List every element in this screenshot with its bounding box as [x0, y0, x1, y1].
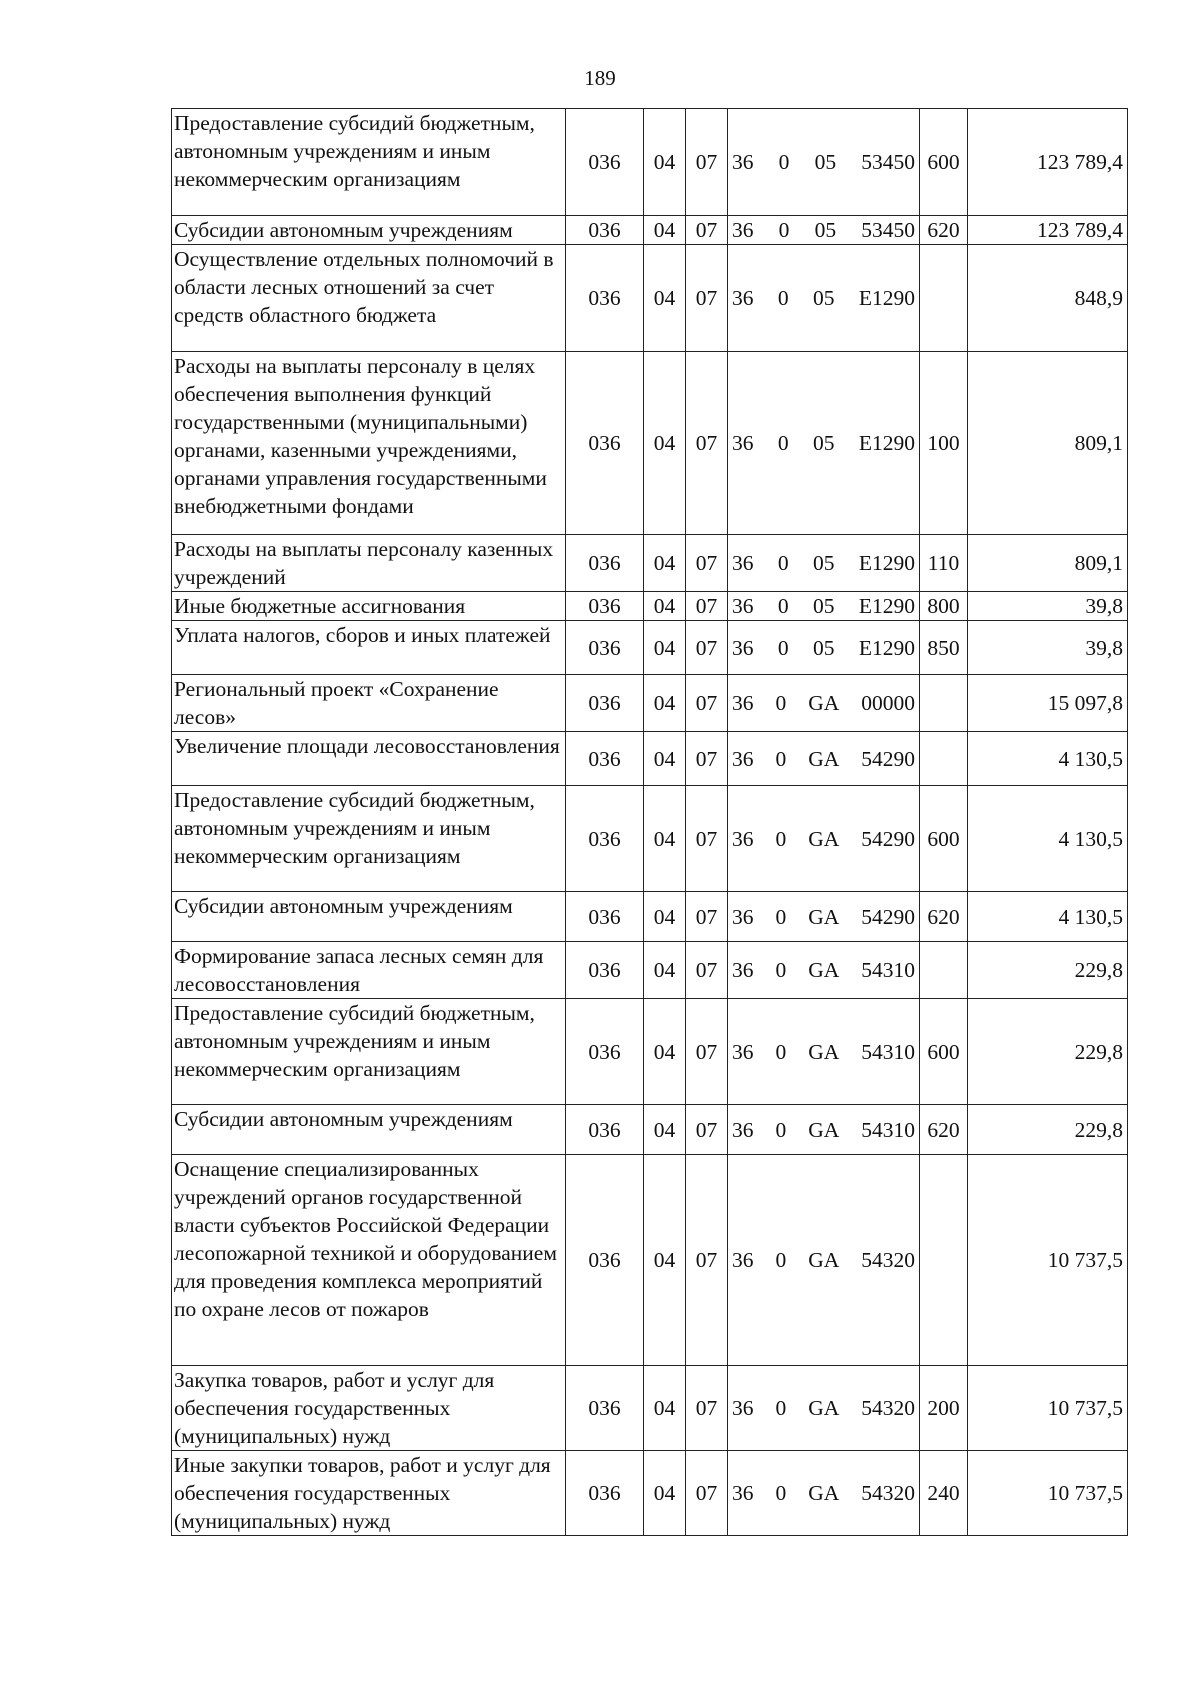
section-code: 04: [644, 621, 686, 675]
dept-code: 036: [566, 786, 644, 892]
dept-code: 036: [566, 1155, 644, 1366]
subsection-code: 07: [686, 352, 728, 535]
subsection-code: 07: [686, 675, 728, 732]
expense-type-code: 620: [920, 1105, 968, 1155]
cs-part-program: 36: [732, 1481, 754, 1505]
expense-type-code: 600: [920, 999, 968, 1105]
cs-part-program: 36: [732, 958, 754, 982]
target-article-code: [728, 732, 920, 786]
subsection-code: 07: [686, 216, 728, 245]
section-code: 04: [644, 592, 686, 621]
expense-type-code: 240: [920, 1451, 968, 1536]
section-code: 04: [644, 1451, 686, 1536]
row-name: Осуществление отдельных полномочий в области лесных отношений за счет средств областного бюджета: [172, 245, 566, 352]
cs-part-subprogram: 05: [814, 150, 837, 174]
cs-part-subprogram: 05: [812, 286, 835, 310]
amount: 229,8: [968, 942, 1128, 999]
row-name: Иные бюджетные ассигнования: [172, 592, 566, 621]
cs-part-program: 36: [732, 150, 754, 174]
expense-type-code: 850: [920, 621, 968, 675]
expense-type-code: 620: [920, 216, 968, 245]
dept-code: 036: [566, 592, 644, 621]
row-name: Предоставление субсидий бюджетным, автономным учреждениям и иным некоммерческим организациям: [172, 109, 566, 216]
subsection-code: 07: [686, 245, 728, 352]
cs-part-program: 36: [732, 1117, 754, 1142]
amount: 39,8: [968, 592, 1128, 621]
row-name: Субсидии автономным учреждениям: [172, 892, 566, 942]
expense-type-code: 110: [920, 535, 968, 592]
cs-part-direction: 54320: [861, 1481, 915, 1505]
section-code: 04: [644, 1105, 686, 1155]
cs-part-program: 36: [732, 218, 754, 242]
table-row: [172, 216, 1128, 245]
row-name: Уплата налогов, сборов и иных платежей: [172, 621, 566, 675]
cs-part-direction: 53450: [861, 150, 915, 174]
cs-part-direction: 54310: [861, 1117, 915, 1142]
dept-code: 036: [566, 1105, 644, 1155]
subsection-code: 07: [686, 1105, 728, 1155]
target-article-code: [728, 892, 920, 942]
table-row: [172, 535, 1128, 592]
amount: 123 789,4: [968, 216, 1128, 245]
dept-code: 036: [566, 999, 644, 1105]
cs-part-subprogram: GA: [808, 691, 840, 715]
table-row: [172, 1105, 1128, 1155]
table-body: [172, 109, 1128, 1536]
cs-part-direction: Е1290: [858, 594, 915, 618]
cs-part-type: 0: [775, 958, 787, 982]
target-article-code: [728, 786, 920, 892]
cs-part-direction: 54290: [861, 826, 915, 851]
table-row: [172, 109, 1128, 216]
section-code: 04: [644, 216, 686, 245]
dept-code: 036: [566, 732, 644, 786]
dept-code: 036: [566, 1366, 644, 1451]
table-row: [172, 245, 1128, 352]
section-code: 04: [644, 245, 686, 352]
cs-part-direction: 00000: [861, 691, 915, 715]
subsection-code: 07: [686, 892, 728, 942]
cs-part-type: 0: [777, 431, 789, 455]
row-name: Расходы на выплаты персоналу казенных учреждений: [172, 535, 566, 592]
cs-part-program: 36: [732, 431, 754, 455]
cs-part-direction: Е1290: [858, 635, 915, 660]
table-row: [172, 621, 1128, 675]
budget-table: [171, 108, 1128, 1536]
subsection-code: 07: [686, 535, 728, 592]
cs-part-direction: 54310: [861, 1039, 915, 1064]
section-code: 04: [644, 352, 686, 535]
cs-part-type: 0: [775, 1481, 787, 1505]
cs-part-direction: 54290: [861, 904, 915, 929]
table-row: [172, 675, 1128, 732]
cs-part-direction: Е1290: [858, 431, 915, 455]
expense-type-code: 100: [920, 352, 968, 535]
cs-part-program: 36: [732, 826, 754, 851]
section-code: 04: [644, 892, 686, 942]
dept-code: 036: [566, 892, 644, 942]
cs-part-direction: 54310: [861, 958, 915, 982]
cs-part-type: 0: [775, 826, 787, 851]
amount: 10 737,5: [968, 1366, 1128, 1451]
expense-type-code: [920, 1155, 968, 1366]
cs-part-program: 36: [732, 594, 754, 618]
target-article-code: [728, 109, 920, 216]
cs-part-direction: 54320: [861, 1248, 915, 1272]
cs-part-program: 36: [732, 904, 754, 929]
cs-part-type: 0: [775, 1039, 787, 1064]
amount: 15 097,8: [968, 675, 1128, 732]
target-article-code: [728, 245, 920, 352]
cs-part-subprogram: GA: [808, 904, 840, 929]
target-article-code: [728, 535, 920, 592]
subsection-code: 07: [686, 942, 728, 999]
subsection-code: 07: [686, 999, 728, 1105]
dept-code: 036: [566, 109, 644, 216]
expense-type-code: 620: [920, 892, 968, 942]
subsection-code: 07: [686, 621, 728, 675]
cs-part-type: 0: [777, 286, 789, 310]
expense-type-code: 600: [920, 786, 968, 892]
cs-part-subprogram: 05: [812, 431, 835, 455]
section-code: 04: [644, 999, 686, 1105]
target-article-code: [728, 216, 920, 245]
subsection-code: 07: [686, 1366, 728, 1451]
row-name: Увеличение площади лесовосстановления: [172, 732, 566, 786]
row-name: Предоставление субсидий бюджетным, автономным учреждениям и иным некоммерческим организациям: [172, 999, 566, 1105]
cs-part-subprogram: GA: [808, 1481, 840, 1505]
expense-type-code: 200: [920, 1366, 968, 1451]
table-row: [172, 892, 1128, 942]
cs-part-subprogram: GA: [808, 958, 840, 982]
row-name: Расходы на выплаты персоналу в целях обеспечения выполнения функций государственными (муниципальными) органами, казенными учреждениями, органами управления государственными внебюджетными фондами: [172, 352, 566, 535]
cs-part-type: 0: [777, 635, 789, 660]
cs-part-type: 0: [775, 1248, 787, 1272]
section-code: 04: [644, 535, 686, 592]
cs-part-program: 36: [732, 691, 754, 715]
cs-part-program: 36: [732, 286, 754, 310]
cs-part-subprogram: GA: [808, 1039, 840, 1064]
cs-part-subprogram: 05: [812, 551, 835, 575]
cs-part-type: 0: [775, 904, 787, 929]
target-article-code: [728, 1105, 920, 1155]
cs-part-type: 0: [775, 691, 787, 715]
subsection-code: 07: [686, 786, 728, 892]
cs-part-program: 36: [732, 551, 754, 575]
section-code: 04: [644, 675, 686, 732]
table-row: [172, 732, 1128, 786]
amount: 123 789,4: [968, 109, 1128, 216]
target-article-code: [728, 999, 920, 1105]
cs-part-program: 36: [732, 746, 754, 771]
subsection-code: 07: [686, 1155, 728, 1366]
cs-part-subprogram: GA: [808, 1248, 840, 1272]
table-row: [172, 942, 1128, 999]
amount: 39,8: [968, 621, 1128, 675]
expense-type-code: [920, 942, 968, 999]
dept-code: 036: [566, 1451, 644, 1536]
cs-part-subprogram: GA: [808, 1117, 840, 1142]
amount: 10 737,5: [968, 1155, 1128, 1366]
row-name: Предоставление субсидий бюджетным, автономным учреждениям и иным некоммерческим организациям: [172, 786, 566, 892]
section-code: 04: [644, 1155, 686, 1366]
cs-part-subprogram: 05: [812, 594, 835, 618]
section-code: 04: [644, 1366, 686, 1451]
subsection-code: 07: [686, 592, 728, 621]
expense-type-code: 800: [920, 592, 968, 621]
amount: 809,1: [968, 535, 1128, 592]
dept-code: 036: [566, 245, 644, 352]
row-name: Закупка товаров, работ и услуг для обеспечения государственных (муниципальных) нужд: [172, 1366, 566, 1451]
section-code: 04: [644, 732, 686, 786]
target-article-code: [728, 621, 920, 675]
cs-part-program: 36: [732, 635, 754, 660]
target-article-code: [728, 352, 920, 535]
section-code: 04: [644, 109, 686, 216]
cs-part-type: 0: [778, 150, 790, 174]
amount: 848,9: [968, 245, 1128, 352]
dept-code: 036: [566, 621, 644, 675]
row-name: Субсидии автономным учреждениям: [172, 216, 566, 245]
cs-part-program: 36: [732, 1396, 754, 1420]
cs-part-type: 0: [775, 1117, 787, 1142]
row-name: Оснащение специализированных учреждений органов государственной власти субъектов Российской Федерации лесопожарной техникой и оборудованием для проведения комплекса мероприятий по охране лесов от пожаров: [172, 1155, 566, 1366]
cs-part-direction: 54290: [861, 746, 915, 771]
table-row: [172, 1451, 1128, 1536]
subsection-code: 07: [686, 1451, 728, 1536]
amount: 229,8: [968, 999, 1128, 1105]
cs-part-direction: Е1290: [858, 551, 915, 575]
dept-code: 036: [566, 942, 644, 999]
cs-part-program: 36: [732, 1039, 754, 1064]
cs-part-type: 0: [777, 551, 789, 575]
dept-code: 036: [566, 675, 644, 732]
cs-part-type: 0: [777, 594, 789, 618]
amount: 10 737,5: [968, 1451, 1128, 1536]
cs-part-subprogram: 05: [812, 635, 835, 660]
section-code: 04: [644, 942, 686, 999]
row-name: Формирование запаса лесных семян для лесовосстановления: [172, 942, 566, 999]
cs-part-type: 0: [775, 746, 787, 771]
target-article-code: [728, 1366, 920, 1451]
cs-part-subprogram: GA: [808, 1396, 840, 1420]
table-row: [172, 1366, 1128, 1451]
dept-code: 036: [566, 352, 644, 535]
cs-part-subprogram: GA: [808, 826, 840, 851]
amount: 4 130,5: [968, 892, 1128, 942]
table-row: [172, 592, 1128, 621]
amount: 4 130,5: [968, 786, 1128, 892]
subsection-code: 07: [686, 732, 728, 786]
section-code: 04: [644, 786, 686, 892]
amount: 229,8: [968, 1105, 1128, 1155]
dept-code: 036: [566, 535, 644, 592]
cs-part-direction: 54320: [861, 1396, 915, 1420]
row-name: Субсидии автономным учреждениям: [172, 1105, 566, 1155]
dept-code: 036: [566, 216, 644, 245]
expense-type-code: [920, 675, 968, 732]
target-article-code: [728, 1155, 920, 1366]
table-row: [172, 786, 1128, 892]
row-name: Региональный проект «Сохранение лесов»: [172, 675, 566, 732]
cs-part-type: 0: [778, 218, 790, 242]
subsection-code: 07: [686, 109, 728, 216]
table-row: [172, 1155, 1128, 1366]
target-article-code: [728, 942, 920, 999]
amount: 4 130,5: [968, 732, 1128, 786]
cs-part-type: 0: [775, 1396, 787, 1420]
cs-part-direction: Е1290: [858, 286, 915, 310]
table-row: [172, 352, 1128, 535]
expense-type-code: 600: [920, 109, 968, 216]
expense-type-code: [920, 732, 968, 786]
table-row: [172, 999, 1128, 1105]
cs-part-direction: 53450: [861, 218, 915, 242]
target-article-code: [728, 592, 920, 621]
cs-part-subprogram: 05: [814, 218, 837, 242]
expense-type-code: [920, 245, 968, 352]
cs-part-program: 36: [732, 1248, 754, 1272]
amount: 809,1: [968, 352, 1128, 535]
cs-part-subprogram: GA: [808, 746, 840, 771]
row-name: Иные закупки товаров, работ и услуг для обеспечения государственных (муниципальных) нужд: [172, 1451, 566, 1536]
target-article-code: [728, 1451, 920, 1536]
target-article-code: [728, 675, 920, 732]
page-number: 189: [584, 66, 616, 90]
